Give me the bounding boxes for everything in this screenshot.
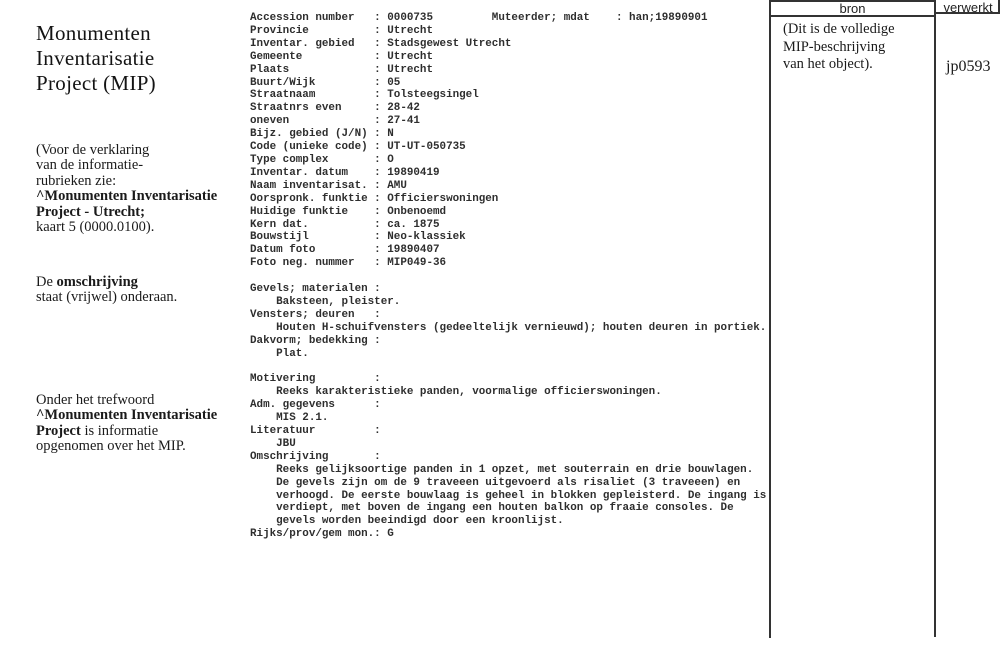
bron-note	[783, 21, 895, 74]
note-trefwoord	[36, 393, 217, 455]
note-line-bold: ^Monumenten Inventarisatie	[36, 188, 218, 205]
note-verklaring	[36, 143, 217, 235]
bron-note-line: (Dit is de volledige	[783, 21, 895, 37]
note-line	[36, 424, 217, 439]
note-text: is informatie	[80, 422, 159, 439]
note-line: opgenomen over het MIP.	[36, 438, 186, 455]
note-line-bold: Project - Utrecht;	[36, 203, 145, 220]
note-line: van de informatie-	[36, 157, 144, 174]
table-border-middle	[934, 0, 936, 637]
title-line-2: Inventarisatie	[36, 46, 155, 70]
table-border-left	[769, 0, 771, 638]
bron-column-header: bron	[839, 1, 866, 16]
note-line: (Voor de verklaring	[36, 142, 150, 158]
bron-note-line: MIP-beschrijving	[783, 38, 886, 55]
note-line: Onder het trefwoord	[36, 392, 155, 408]
title-line-3: Project (MIP)	[36, 71, 156, 95]
verwerkt-code: jp0593	[946, 58, 991, 75]
note-text-bold: Project	[36, 422, 81, 439]
note-text-bold: omschrijving	[56, 274, 138, 290]
note-line: rubrieken zie:	[36, 172, 117, 189]
record-pre: Accession number : 0000735 Muteerder; mdat : han;19890901 Provincie : Utrecht Inventar. gebied : Stadsgewest Utrecht Gemeente : Utrecht Plaats : Utrecht Buurt/Wijk : 05 Straatnaam : Tolsteegsingel Straatnrs even : 28-42 oneven : 27-41 Bijz. gebied (J/N) : N Code (unieke code) : UT-UT-050735 Type complex : O Inventar. datum : 19890419 Naam inventarisat. : AMU Oorspronk. funktie : Officierswoningen Huidige funktie : Onbenoemd Kern dat. : ca. 1875 Bouwstijl : Neo-klassiek Datum foto : 19890407 Foto neg. nummer : MIP049-36 Gevels; materialen : Baksteen, pleister. Vensters; deuren : Houten H-schuifvensters (gedeeltelijk vernieuwd); houten deuren in portiek. Dakvorm; bedekking : Plat. Motivering : Reeks karakteristieke panden, voormalige officierswoningen. Adm. gegevens : MIS 2.1. Literatuur : JBU Omschrijving : Reeks gelijksoortige panden in 1 opzet, met souterrain en drie bouwlagen. De gevels zijn om de 9 traveeen uitgevoerd als risaliet (3 traveeen) en verhoogd. De eerste bouwlaag is geheel in blokken gepleisterd. De ingang is verdiept, met boven de ingang een houten balkon op fraaie consoles. De gevels worden beeindigd door een kroonlijst. Rijks/prov/gem mon.: G	[250, 12, 767, 541]
bron-note-line: van het object).	[783, 56, 873, 72]
mip-title	[36, 21, 156, 96]
note-line	[36, 275, 177, 290]
note-line-bold: ^Monumenten Inventarisatie	[36, 407, 218, 424]
verwerkt-column-header: verwerkt	[943, 0, 993, 15]
note-text: De	[36, 274, 57, 290]
note-line: kaart 5 (0000.0100).	[36, 219, 155, 236]
title-line-1: Monumenten	[36, 21, 151, 45]
note-omschrijving	[36, 275, 177, 306]
note-line: staat (vrijwel) onderaan.	[36, 289, 178, 306]
